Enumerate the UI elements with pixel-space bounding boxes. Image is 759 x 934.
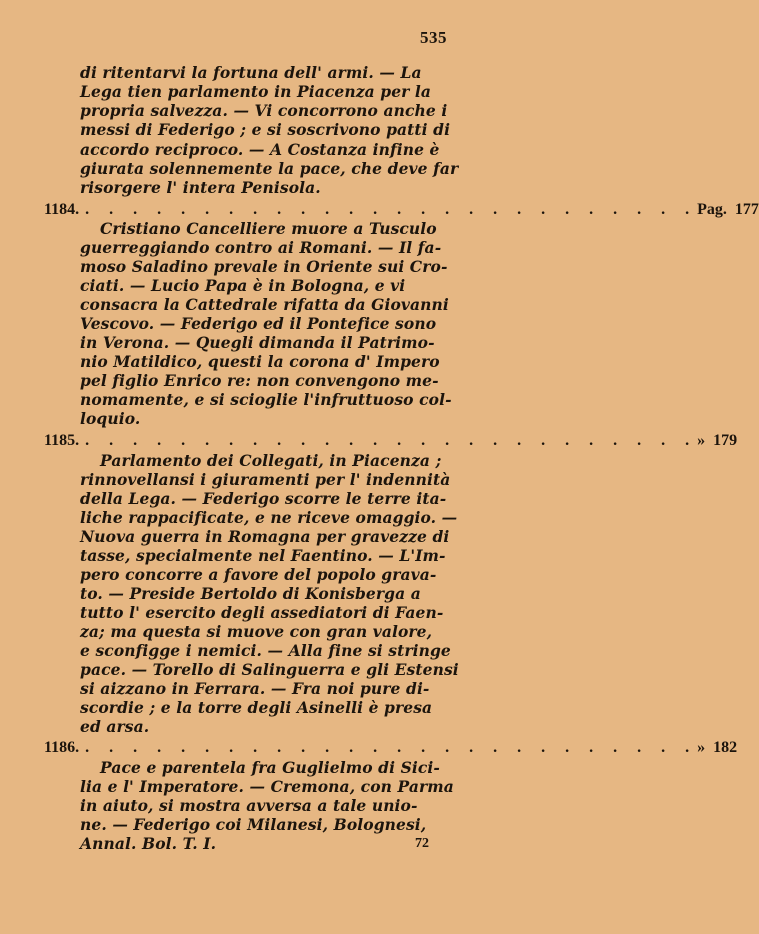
text-line: propria salvezza. — Vi concorrono anche i [80,101,448,120]
page-ref-label: Pag. [697,201,727,218]
text-line: guerreggiando contro ai Romani. — Il fa- [80,238,442,257]
text-line: ed arsa. [80,717,150,736]
text-line: loquio. [80,409,141,428]
text-line: Pace e parentela fra Guglielmo di Sici- [100,758,440,777]
text-line: Lega tien parlamento in Piacenza per la [80,82,432,101]
text-line: della Lega. — Federigo scorre le terre ita- [80,489,447,508]
year-heading-1186 [44,738,738,758]
year-label: 1184. [44,201,80,218]
text-line: Parlamento dei Collegati, in Piacenza ; [100,451,442,470]
text-line: di ritentarvi la fortuna dell' armi. — La [80,63,422,82]
page-ref-label: » [697,739,706,756]
text-line: Vescovo. — Federigo ed il Pontefice sono [80,314,437,333]
text-line: ne. — Federigo coi Milanesi, Bolognesi, [80,815,427,834]
page-ref-number: 179 [713,432,738,449]
text-line: liche rappacificate, e ne riceve omaggio. — [80,508,458,527]
page-ref-number: 182 [713,739,738,756]
leader-dots: . . . . . . . . . . . . . . . . . . . . . . . . . . [85,201,698,218]
text-line: consacra la Cattedrale rifatta da Giovanni [80,295,449,314]
text-line: messi di Federigo ; e si soscrivono patti di [80,120,451,139]
text-line: za; ma questa si muove con gran valore, [80,622,433,641]
text-line: pel figlio Enrico re: non convengono me- [80,371,439,390]
text-line: ciati. — Lucio Papa è in Bologna, e vi [80,276,406,295]
year-heading-1185 [44,431,738,451]
text-line: tutto l' esercito degli assediatori di Faen- [80,603,444,622]
text-line: in aiuto, si mostra avversa a tale unio- [80,796,418,815]
text-line: si aizzano in Ferrara. — Fra noi pure di- [80,679,430,698]
text-line: to. — Preside Bertoldo di Konisberga a [80,584,421,603]
signature-mark: Annal. Bol. T. I. [80,834,217,853]
text-line: giurata solennemente la pace, che deve far [80,159,459,178]
text-line: moso Saladino prevale in Oriente sui Cro- [80,257,448,276]
text-line: nio Matildico, questi la corona d' Impero [80,352,440,371]
text-line: lia e l' Imperatore. — Cremona, con Parma [80,777,454,796]
text-line: accordo reciproco. — A Costanza infine è [80,140,440,159]
text-line: rinnovellansi i giuramenti per l' indennità [80,470,451,489]
year-label: 1185. [44,432,80,449]
catchword: 72 [415,836,429,851]
page-ref-label: » [697,432,706,449]
leader-dots: . . . . . . . . . . . . . . . . . . . . . . . . . . [85,432,698,449]
page-ref-number: 177 [734,201,759,218]
text-line: scordie ; e la torre degli Asinelli è presa [80,698,433,717]
year-heading-1184 [44,200,759,220]
leader-dots: . . . . . . . . . . . . . . . . . . . . . . . . . . [85,739,698,756]
text-line: Cristiano Cancelliere muore a Tusculo [100,219,437,238]
text-line: pero concorre a favore del popolo grava- [80,565,437,584]
text-line: Nuova guerra in Romagna per gravezze di [80,527,450,546]
text-line: risorgere l' intera Penisola. [80,178,321,197]
text-line: nomamente, e si scioglie l'infruttuoso col- [80,390,452,409]
text-line: tasse, specialmente nel Faentino. — L'Im- [80,546,446,565]
text-line: in Verona. — Quegli dimanda il Patrimo- [80,333,435,352]
year-label: 1186. [44,739,80,756]
text-line: e sconfigge i nemici. — Alla fine si stringe [80,641,451,660]
text-line: pace. — Torello di Salinguerra e gli Estensi [80,660,459,679]
page-number: 535 [420,28,447,47]
